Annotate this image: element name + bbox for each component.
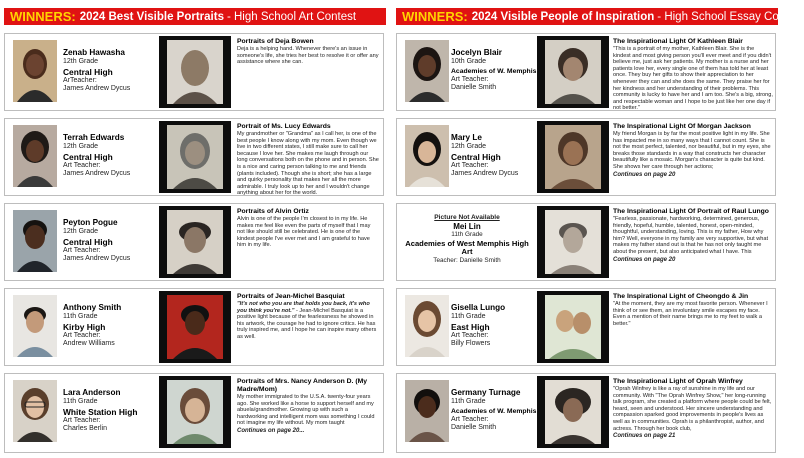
artwork-image [159, 36, 231, 108]
artwork-image [159, 206, 231, 278]
essay-entry [396, 373, 776, 453]
artwork-title: Portraits of Mrs. Nancy Anderson D. (My Madre/Mom) [237, 378, 368, 393]
essay-entry [396, 33, 776, 111]
student-name: Mei Lin [453, 221, 481, 231]
essay-title: The Inspirational Light Of Kathleen Blair [613, 38, 743, 45]
student-photo [405, 295, 449, 357]
description-text: My grandmother or "Grandma" as I call her, is one of the best people I know along with my mom. Even though we live in two different states, I still make sure to call her because I love her. She makes me laugh through our long conversations both on the phone and in person. She is a nice and caring person talking to me and friends (plants included). Though she is short; she has a large and quirky personality that makes her all the more admirable. I truly look up to her and I wouldn't change anything about her for the world. [237, 131, 379, 197]
student-info [63, 133, 159, 179]
banner-subtitle: - High School Art Contest [226, 10, 357, 23]
artwork-description [237, 208, 379, 278]
banner-subtitle: - High School Essay Contest [657, 10, 804, 23]
description-text: Alvin is one of the people I'm closest to in my life. He makes me feel like even the parts of myself that I may not like should still be celebrated. He is one of the kindest people I've ever met and I am grateful to have him in my life. [237, 216, 371, 249]
banner-title: 2024 Best Visible Portraits [79, 10, 224, 23]
artwork-title: Portraits of Alvin Ortiz [237, 208, 309, 215]
student-photo [405, 380, 449, 442]
art-contest-column [0, 0, 386, 458]
student-grade: 11th Grade [451, 398, 486, 405]
student-info [451, 133, 537, 179]
art-entry [4, 33, 384, 111]
essay-title: The Inspirational Light Of Morgan Jackson [613, 123, 751, 130]
student-info [451, 48, 537, 93]
teacher-name: Charles Berlin [63, 425, 107, 433]
student-info [451, 303, 537, 349]
continues-note: Continues on page 20 [613, 256, 676, 263]
artwork-image [537, 376, 609, 448]
art-entry [4, 288, 384, 366]
student-school: Academies of W. Memphis [451, 67, 537, 75]
student-name: Jocelyn Blair [451, 48, 502, 57]
student-school: Central High [451, 151, 501, 162]
teacher-label: Art Teacher: [63, 331, 101, 339]
teacher-label: Art Teacher: [451, 161, 489, 169]
student-school: Academies of W. Memphis [451, 407, 537, 415]
teacher-label: ArTeacher: [63, 76, 97, 84]
winners-label: WINNERS: [10, 9, 76, 24]
student-grade: 11th Grade [63, 313, 98, 320]
teacher-name: Billy Flowers [451, 340, 491, 348]
student-name: Mary Le [451, 133, 482, 142]
essay-description [613, 293, 773, 363]
student-name: Anthony Smith [63, 303, 122, 312]
student-info [63, 218, 159, 264]
artwork-image [537, 121, 609, 193]
teacher-name: James Andrew Dycus [63, 85, 131, 93]
student-school: Central High [63, 151, 113, 162]
student-photo [13, 380, 57, 442]
art-entry [4, 373, 384, 453]
student-school: Kirby High [63, 321, 106, 332]
student-photo [13, 125, 57, 187]
student-photo [405, 125, 449, 187]
teacher-name: James Andrew Dycus [63, 255, 131, 263]
essay-entry [396, 203, 776, 281]
description-text: "At the moment, they are my most favorite person. Whenever I think of or see them, an involuntary smile escapes my face. Even a mention of their name brings me to my feet to walk a better." [613, 301, 768, 327]
art-entry [4, 118, 384, 196]
artwork-description [237, 38, 379, 108]
student-info [63, 303, 159, 349]
artwork-image [537, 291, 609, 363]
teacher-name: Danielle Smith [451, 424, 497, 432]
student-school: Central High [63, 66, 113, 77]
student-name: Lara Anderson [63, 388, 121, 397]
essay-title: The Inspirational Light of Oprah Winfrey [613, 378, 743, 385]
essay-entry [396, 118, 776, 196]
artwork-image [159, 121, 231, 193]
student-info [451, 388, 537, 433]
artwork-image [537, 36, 609, 108]
essay-description [613, 208, 773, 278]
student-info [63, 48, 159, 94]
student-school: White Station High [63, 406, 138, 417]
artwork-image [159, 376, 231, 448]
artwork-description [237, 123, 379, 197]
student-info [401, 214, 533, 266]
teacher-label: Art Teacher: [451, 415, 489, 423]
winners-label: WINNERS: [402, 9, 468, 24]
student-grade: 12th Grade [451, 143, 487, 150]
student-photo [13, 295, 57, 357]
description-text: - Jean-Michel Basquiat is a positive light because of the fearlessness he showed in his artwork, the courage he had to ignore critics. He has truly inspired me, and I hope he can inspire many others as well. [237, 307, 377, 340]
teacher-label: Art Teacher: [63, 161, 101, 169]
artwork-description [237, 293, 379, 363]
continues-note: Continues on page 21 [613, 433, 676, 440]
essay-title: The Inspirational Light of Cheongdo & Jin [613, 293, 749, 300]
description-text: Deja is a helping hand. Whenever there's an issue in someone's life, she tries her best to resolve it or offer any assistance where she can. [237, 46, 379, 66]
student-info [63, 388, 159, 434]
artwork-image [537, 206, 609, 278]
student-name: Germany Turnage [451, 388, 521, 397]
essay-description [613, 123, 773, 193]
student-photo [13, 210, 57, 272]
essay-description [613, 38, 773, 112]
quote-text: "It's not who you are that holds you back, it's who you think you're not." [237, 301, 370, 314]
artwork-title: Portrait of Ms. Lucy Edwards [237, 123, 331, 130]
teacher-name: James Andrew Dycus [451, 170, 519, 178]
artwork-title: Portraits of Jean-Michel Basquiat [237, 293, 345, 300]
student-grade: 11th Grade [451, 231, 483, 239]
continues-note: Continues on page 20 [613, 171, 676, 178]
description-text: "This is a portrait of my mother, Kathleen Blair. She is the kindest and most giving person you'll ever meet and if you didn't believe me, just ask her patients. My mother is a nurse and her patients love her, every single one of them has told her at least once. They buy her gifts to show their appreciation to her whenever they can and she does the same. They praise her for her kindness and her understanding of their problems. This community is lucky to have her and I am too. She's a big, strong, and respectable woman and I hope to be just like her one day if not better." [613, 46, 773, 112]
teacher-name: Danielle Smith [451, 84, 497, 92]
essay-contest-banner [396, 8, 804, 25]
essay-contest-column [392, 0, 804, 458]
teacher-name: Andrew Williams [63, 340, 115, 348]
description-text: "Fearless, passionate, hardworking, determined, generous, friendly, hopeful, humble, talented, honest, open-minded, thoughtful, understanding, loving. This is my father, How why him? Well, everyone in my family are very supportive, but what makes my father stand out is that he has not only taught me about the present, but also anticipated what I have. This [613, 216, 769, 255]
description-text: My mother immigrated to the U.S.A. twenty-four years ago. She worked like a horse to support herself and my abuela/grandmother. Growing up with such a hardworking and intelligent mom was something I could not imagine my life without. My mom taught [237, 394, 375, 427]
student-school: East High [451, 321, 490, 332]
teacher-label: Art Teacher: [63, 246, 101, 254]
student-grade: 12th Grade [63, 58, 99, 65]
student-photo [405, 40, 449, 102]
essay-description [613, 378, 773, 448]
teacher-label: Art Teacher: [451, 75, 489, 83]
teacher-label: Art Teacher: [63, 416, 101, 424]
teacher-name: Teacher: Danielle Smith [433, 256, 501, 264]
student-photo [13, 40, 57, 102]
student-name: Terrah Edwards [63, 133, 125, 142]
description-text: "Oprah Winfrey is like a ray of sunshine in my life and our community. With "The Oprah Winfrey Show," her long-running talk program, she created a platform where people could be felt, heard, seen and understood. Her sincere understanding and compassion sparked good improvements in people's lives as well as in communities. Oprah is a philanthropist, author, and actress. Through her book club, [613, 386, 772, 432]
student-grade: 11th Grade [63, 398, 98, 405]
student-name: Peyton Pogue [63, 218, 118, 227]
student-grade: 10th Grade [451, 58, 487, 65]
essay-entry [396, 288, 776, 366]
student-grade: 12th Grade [63, 228, 99, 235]
student-school: Academies of West Memphis High Art [405, 238, 529, 257]
teacher-name: James Andrew Dycus [63, 170, 131, 178]
continues-note: Continues on page 20... [237, 427, 305, 434]
artwork-title: Portraits of Deja Bowen [237, 38, 314, 45]
artwork-image [159, 291, 231, 363]
teacher-label: Art Teacher: [451, 331, 489, 339]
student-school: Central High [63, 236, 113, 247]
student-grade: 12th Grade [63, 143, 99, 150]
artwork-description [237, 378, 379, 448]
art-entry [4, 203, 384, 281]
student-name: Gisella Lungo [451, 303, 506, 312]
picture-not-available-label: Picture Not Available [434, 214, 500, 221]
art-contest-banner [4, 8, 386, 25]
description-text: My friend Morgan is by far the most positive light in my life. She has impacted me in so many ways that I cannot count. She is not the most perfect, talented, nor beautiful, but in my eyes, she breaks those standards in a way that constructs her character beautifully like a mosaic. Morgan's character is quite but kind. She shows her care through her actions; [613, 131, 771, 170]
essay-title: The Inspirational Light Of Portrait of Raul Lungo [613, 208, 769, 215]
student-name: Zenab Hawasha [63, 48, 125, 57]
banner-title: 2024 Visible People of Inspiration [471, 10, 655, 23]
student-grade: 11th Grade [451, 313, 486, 320]
